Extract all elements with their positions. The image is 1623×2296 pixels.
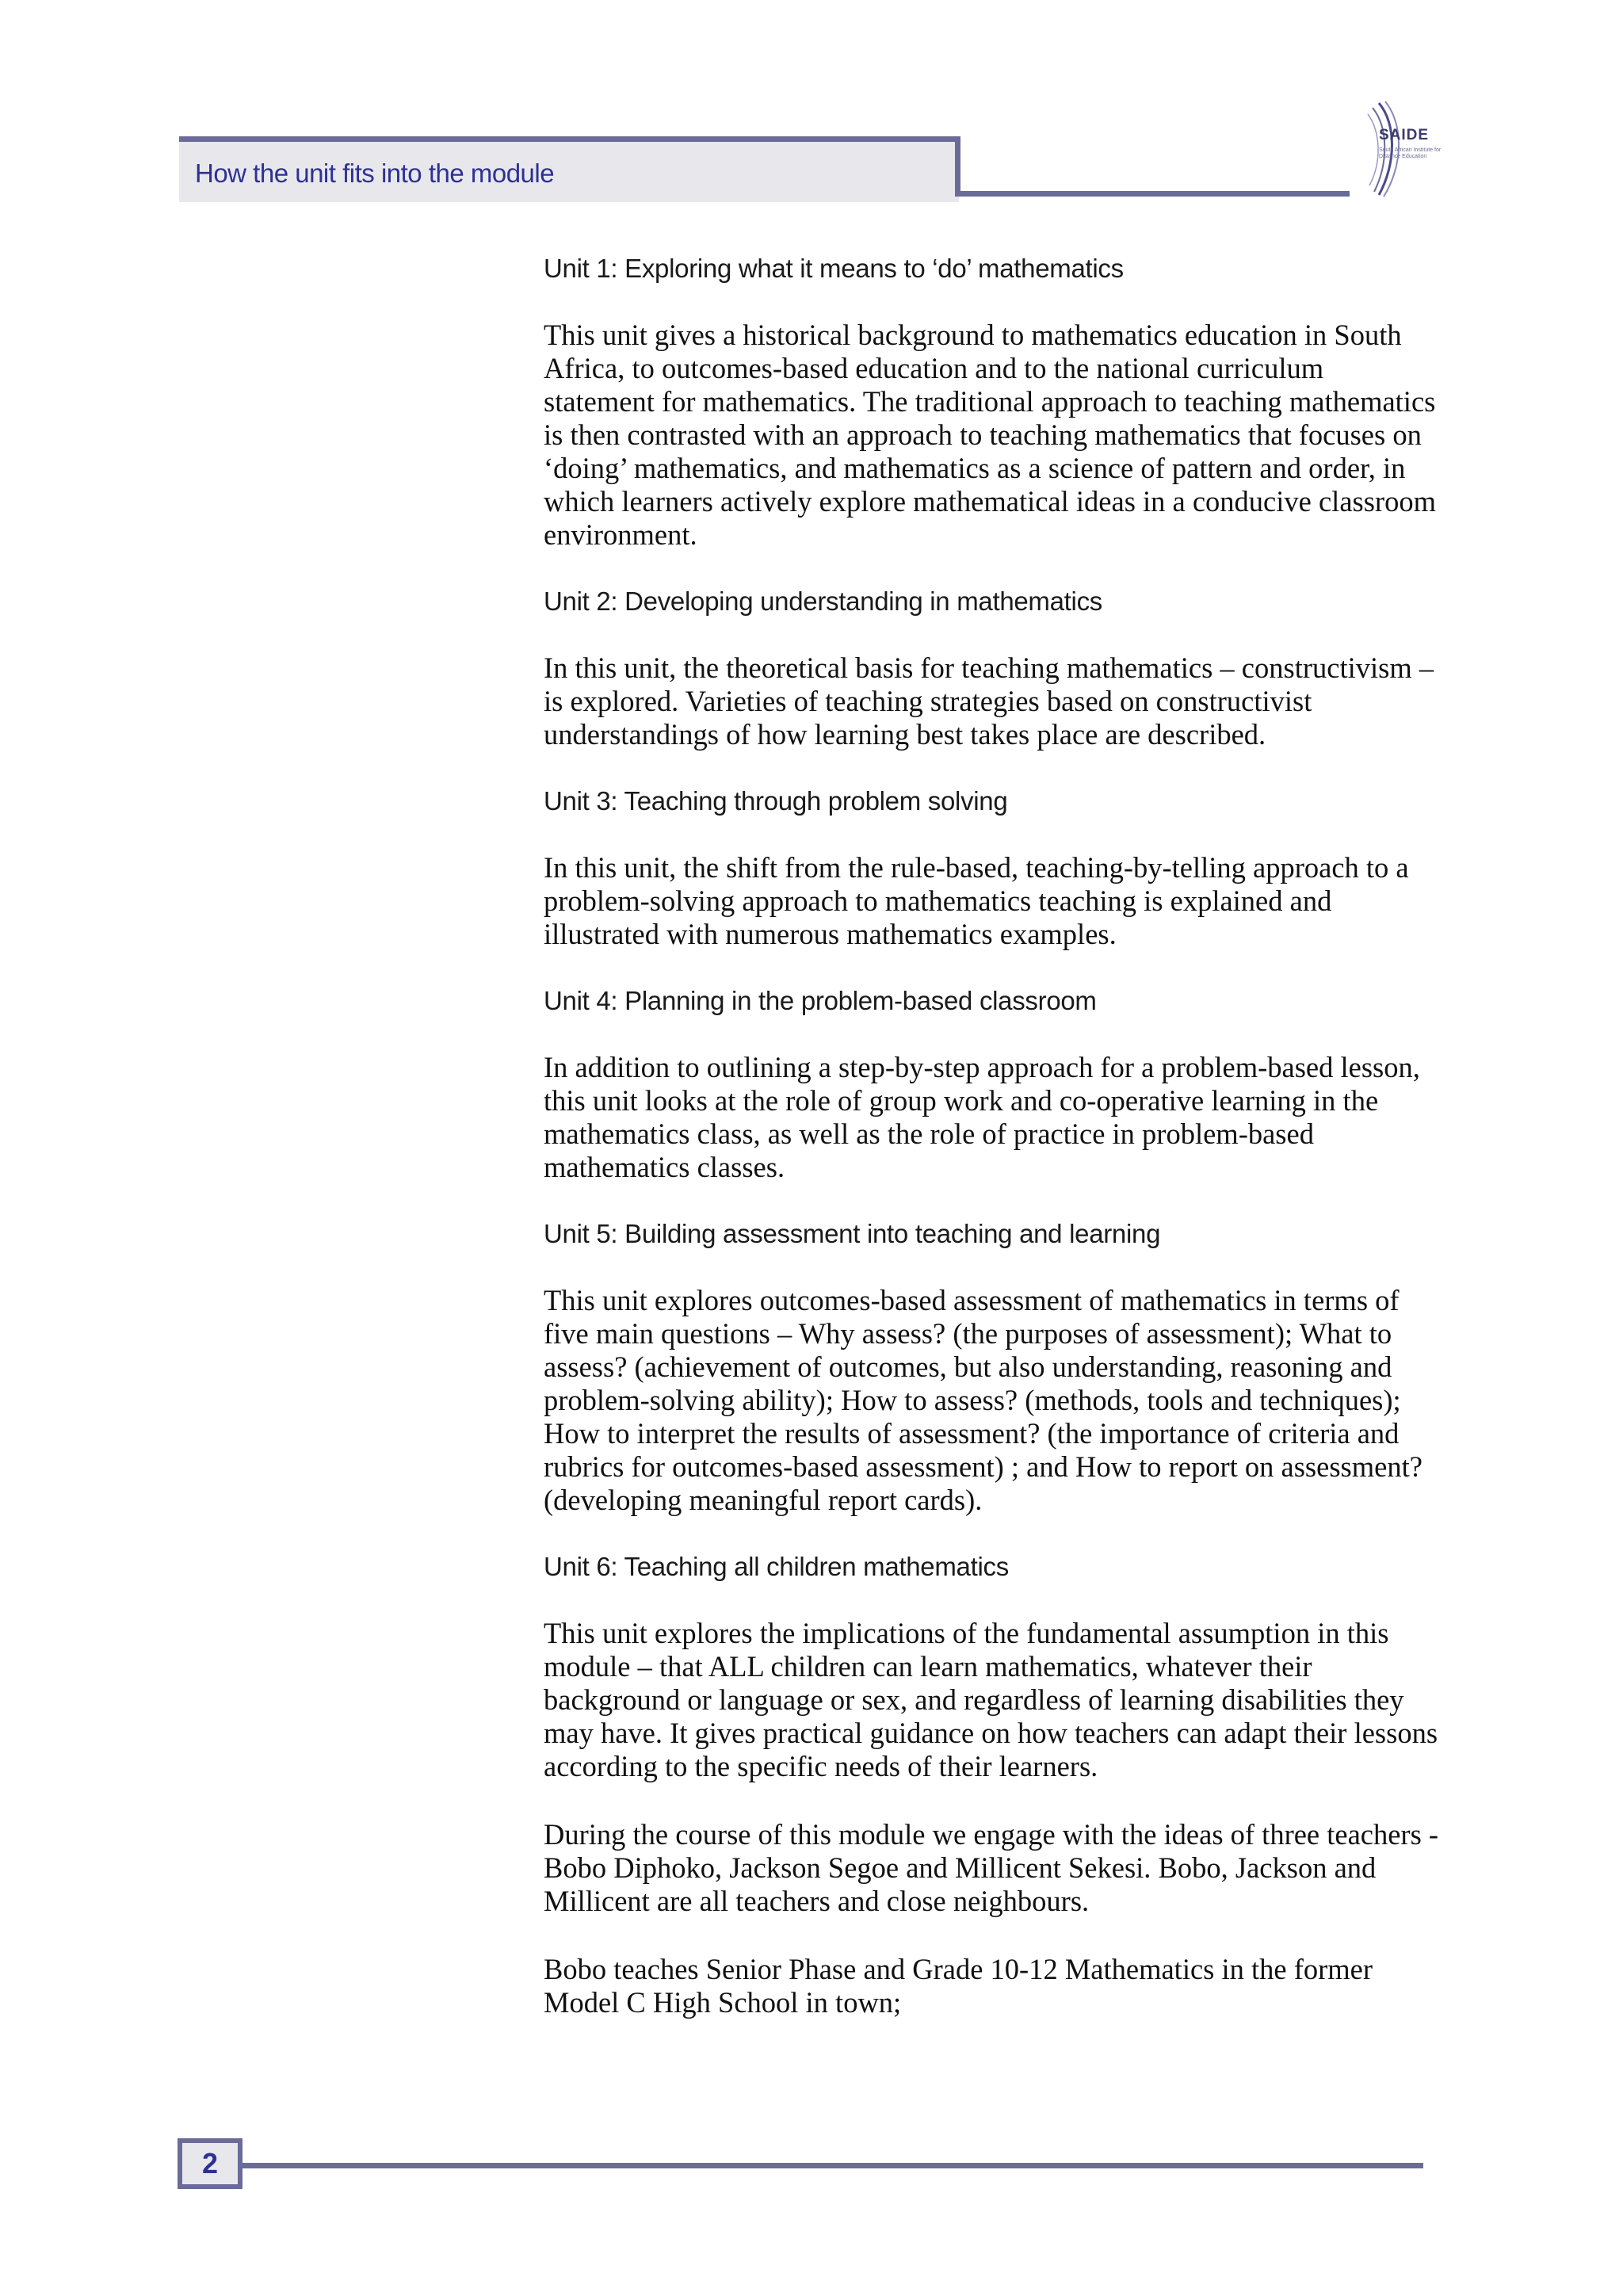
header-divider — [955, 136, 960, 197]
header-rule — [955, 191, 1350, 197]
unit-section — [544, 254, 1439, 552]
logo-tagline: South African Institute for Distance Education — [1379, 147, 1442, 159]
unit-description: This unit gives a historical background to mathematics education in South Africa, to outcomes-based education and to the national curriculum statement for mathematics. The traditional approach to teaching mathematics is then contrasted with an approach to teaching mathematics that focuses on ‘doing’ mathematics, and mathematics as a science of pattern and order, in which learners actively explore mathematical ideas in a conducive classroom environment. — [544, 319, 1436, 551]
closing-paragraph: Bobo teaches Senior Phase and Grade 10-12 Mathematics in the former Model C High School in town; — [544, 1953, 1373, 2019]
unit-heading: Unit 3: Teaching through problem solving — [544, 786, 1008, 816]
footer-rule — [242, 2163, 1423, 2168]
section-title: How the unit fits into the module — [195, 159, 555, 188]
unit-description: In this unit, the theoretical basis for teaching mathematics – constructivism – is explored. Varieties of teaching strategies based on constructivist understandings of how learning best takes place are described. — [544, 651, 1434, 751]
unit-heading: Unit 2: Developing understanding in mathematics — [544, 586, 1102, 616]
page-number: 2 — [201, 2147, 219, 2179]
unit-section — [544, 786, 1439, 951]
unit-heading: Unit 1: Exploring what it means to ‘do’ mathematics — [544, 254, 1124, 283]
unit-section — [544, 586, 1439, 751]
main-content — [544, 254, 1439, 2054]
unit-description: This unit explores outcomes-based assessment of mathematics in terms of five main questions – Why assess? (the purposes of assessment); What to assess? (achievement of outcomes, but also understanding, reasoning and problem-solving ability); How to assess? (methods, tools and techniques); How to interpret the results of assessment? (the importance of criteria and rubrics for outcomes-based assessment) ; and How to report on assessment? (developing meaningful report cards). — [544, 1284, 1423, 1516]
unit-section — [544, 986, 1439, 1184]
unit-heading: Unit 6: Teaching all children mathematics — [544, 1552, 1009, 1581]
unit-description: This unit explores the implications of the fundamental assumption in this module – that ALL children can learn mathematics, whatever their background or language or sex, and regardless of learning disabilities they may have. It gives practical guidance on how teachers can adapt their lessons according to the specific needs of their learners. — [544, 1617, 1438, 1782]
unit-heading: Unit 4: Planning in the problem-based classroom — [544, 986, 1097, 1015]
unit-description: In this unit, the shift from the rule-based, teaching-by-telling approach to a problem-solving approach to mathematics teaching is explained and illustrated with numerous mathematics examples. — [544, 851, 1409, 950]
unit-description: In addition to outlining a step-by-step approach for a problem-based lesson, this unit looks at the role of group work and co-operative learning in the mathematics class, as well as the role of practice in problem-based mathematics classes. — [544, 1051, 1420, 1183]
unit-section — [544, 1219, 1439, 1517]
unit-heading: Unit 5: Building assessment into teaching and learning — [544, 1219, 1161, 1248]
unit-section — [544, 1552, 1439, 1783]
closing-paragraph: During the course of this module we engage with the ideas of three teachers - Bobo Diphoko, Jackson Segoe and Millicent Sekesi. Bobo, Jackson and Millicent are all teachers and close neighbours. — [544, 1818, 1439, 1917]
logo-name: SAIDE — [1379, 127, 1430, 143]
